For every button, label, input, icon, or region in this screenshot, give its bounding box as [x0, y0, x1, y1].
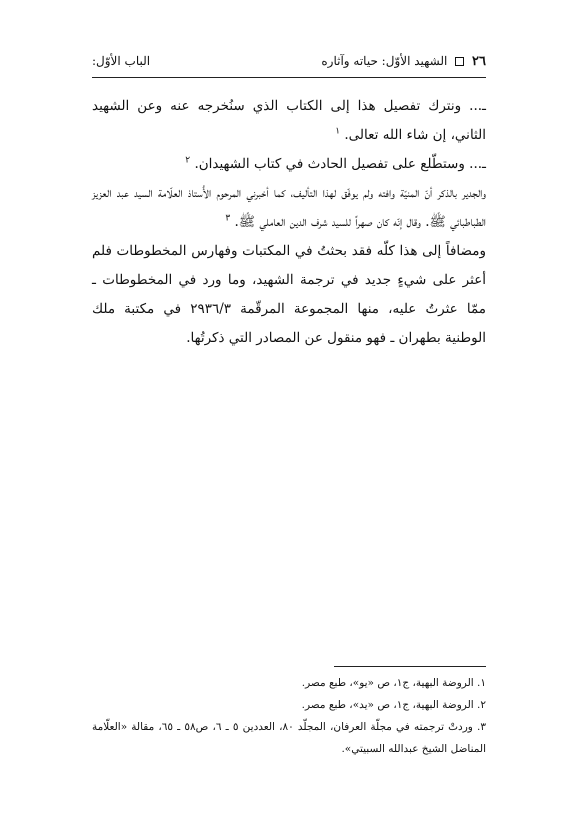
- footnote-ref-1: ١: [335, 126, 341, 137]
- footnote-2: ٢. الروضة البهية، ج١، ص «يد»، طبع مصر.: [301, 699, 486, 711]
- square-separator-icon: [455, 57, 464, 66]
- paragraph-2-text: ـ... وستطّلع على تفصيل الحادث في كتاب الشهيدان.: [194, 156, 486, 172]
- paragraph-4: ومضافاً إلى هذا كلّه فقد بحثتُ في المكتبات وفهارس المخطوطات فلم أعثر على شيءٍ جديد في ترجمة الشهيد، وما ورد في المخطوطات ـ ممّا عثرتُ عليه، منها المجموعة المرقّمة ٢٩٣٦/٣ في مكتبة ملك الوطنية بطهران ـ فهو منقول عن المصادر التي ذكرتُها.: [92, 243, 486, 346]
- paragraph-3: [92, 179, 486, 237]
- running-header: [92, 54, 486, 74]
- page-number: ٢٦: [472, 54, 486, 69]
- header-title-group: [321, 54, 486, 69]
- footnote-ref-3: ٣: [225, 213, 231, 224]
- header-rule: [92, 77, 486, 78]
- footnotes: [92, 672, 486, 760]
- footnote-rule: [334, 666, 486, 667]
- paragraph-3-text: والجدير بالذكر أنّ المنيّة وافته ولم يوفّق لهذا التأليف، كما أخبرني المرحوم الأُستاذ العلّامة السيد عبد العزيز الطباطبائي ﷺ. وقال إنّه كان صهراً للسيد شرف الدين العاملي ﷺ.: [92, 185, 486, 230]
- main-text: [92, 92, 486, 353]
- footnote-ref-2: ٢: [185, 155, 191, 166]
- paragraph-1-text: ـ... ونترك تفصيل هذا إلى الكتاب الذي سنُخرجه عنه وعن الشهيد الثاني، إن شاء الله تعالى.: [92, 98, 486, 143]
- paragraph-2: [92, 150, 486, 179]
- footnote-3: ٣. وردتْ ترجمته في مجلّة العرفان، المجلّد ٨٠، العددين ٥ ـ ٦، ص٥٨ ـ ٦٥، مقالة «العلّامة المناضل الشيخ عبدالله السبيتي».: [92, 721, 486, 755]
- header-chapter: الباب الأوّل:: [92, 54, 151, 68]
- paragraph-1: [92, 92, 486, 150]
- header-title: الشهيد الأوّل: حياته وآثاره: [321, 54, 448, 68]
- footnote-1: ١. الروضة البهية، ج١، ص «يو»، طبع مصر.: [301, 677, 486, 689]
